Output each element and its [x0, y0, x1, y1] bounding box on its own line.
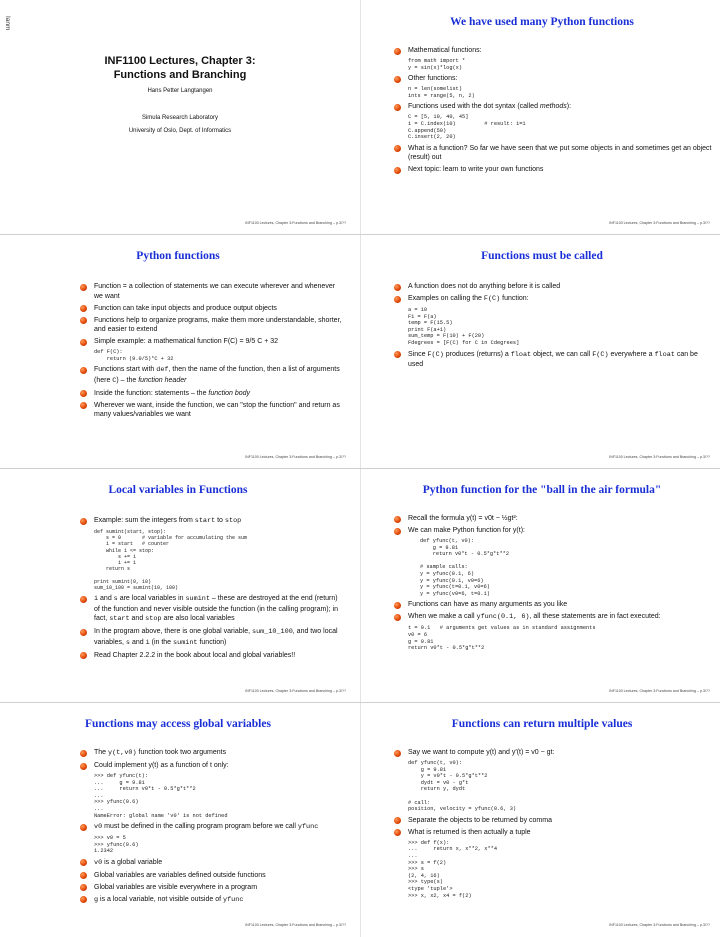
bullet-icon: [80, 884, 87, 891]
bullet-icon: [80, 367, 87, 374]
bullet: Simple example: a mathematical function F(C) = 9/5 C + 32: [80, 337, 342, 347]
bullet: Mathematical functions:: [394, 46, 712, 56]
slide-footer: INF1100 Lectures, Chapter 3:Functions and Branching – p.3/??: [609, 923, 710, 927]
bullet: What is returned is then actually a tuple: [394, 828, 712, 838]
side-mark: Ianm: [4, 16, 11, 31]
bullet-icon: [394, 76, 401, 83]
code-block: def yfunc(t, v0): g = 9.81 return v0*t - 0.5*g*t**2 # sample calls: y = yfunc(0.1, 6) y = yfunc(0.1, v0=6) y = yfunc(t=0.1, v0=6) y = yfunc(v0=6, t=0.1): [420, 538, 510, 597]
bullet: Functions help to organize programs, make them more understandable, shorter, and easier to extend: [80, 316, 342, 335]
bullet: Functions can have as many arguments as you like: [394, 600, 712, 610]
code-block: from math import * y = sin(x)*log(x): [408, 58, 466, 71]
code-block: C = [5, 10, 40, 45] i = C.index(10) # result: i=1 C.append(50) C.insert(2, 20): [408, 114, 526, 141]
lecture-title: INF1100 Lectures, Chapter 3: Functions and Branching: [104, 55, 256, 81]
bullet-icon: [80, 305, 87, 312]
code-block: def F(C): return (9.0/5)*C + 32: [94, 349, 174, 362]
bullet: Examples on calling the F(C) function:: [394, 294, 712, 305]
bullet-icon: [394, 145, 401, 152]
bullet-icon: [80, 518, 87, 525]
bullet: Say we want to compute y(t) and y′(t) = v0 − gt:: [394, 748, 712, 758]
bullet-icon: [80, 859, 87, 866]
bullet: Global variables are variables defined outside functions: [80, 871, 342, 881]
slide-return-multiple: [364, 702, 720, 931]
slide-title: We have used many Python functions: [450, 16, 634, 28]
bullet-icon: [80, 763, 87, 770]
bullet: Wherever we want, inside the function, we can "stop the function" and return as many values/variables we want: [80, 401, 342, 420]
bullet: Since F(C) produces (returns) a float object, we can call F(C) everywhere a float can be used: [394, 350, 712, 370]
slide-local-variables: [0, 468, 356, 697]
bullet: g is a local variable, not visible outside of yfunc: [80, 895, 342, 906]
bullet: Other functions:: [394, 74, 712, 84]
slide-footer: INF1100 Lectures, Chapter 3:Functions and Branching – p.3/??: [245, 221, 346, 225]
bullet-icon: [80, 402, 87, 409]
slide-footer: INF1100 Lectures, Chapter 3:Functions and Branching – p.3/??: [245, 455, 346, 459]
code-block: >>> def yfunc(t): ... g = 9.81 ... return v0*t - 0.5*g*t**2 ... >>> yfunc(0.6) ... NameError: global name 'v0' is not defined: [94, 773, 228, 819]
bullet: Functions used with the dot syntax (called methods):: [394, 102, 712, 112]
slide-title: Functions may access global variables: [85, 718, 271, 730]
slide-title: Local variables in Functions: [108, 484, 248, 496]
slide-ball-formula: [364, 468, 720, 697]
bullet: Global variables are visible everywhere in a program: [80, 883, 342, 893]
code-block: t = 0.1 # arguments get values as in standard assignments v0 = 6 g = 9.81 return v0*t - 0.5*g*t**2: [408, 625, 596, 652]
bullet-icon: [394, 48, 401, 55]
bullet: We can make Python function for y(t):: [394, 526, 712, 536]
bullet-icon: [80, 317, 87, 324]
slide-python-functions: [0, 234, 356, 463]
bullet: v0 must be defined in the calling program program before we call yfunc: [80, 822, 342, 833]
code-block: def sumint(start, stop): s = 0 # variable for accumulating the sum i = start # counter while i <= stop: s += i i += 1 return s print sumint(0, 10) sum_10_100 = sumint(10, 100): [94, 529, 248, 591]
slide-title: Python functions: [136, 250, 220, 262]
slide-global-variables: [0, 702, 356, 931]
bullet-icon: [394, 829, 401, 836]
slide-footer: INF1100 Lectures, Chapter 3:Functions and Branching – p.3/??: [245, 923, 346, 927]
affiliation: Simula Research Laboratory University of Oslo, Dept. of Informatics: [128, 115, 232, 134]
bullet-icon: [394, 167, 401, 174]
bullet-icon: [80, 284, 87, 291]
bullet: Recall the formula y(t) = v0t − ½gt²:: [394, 514, 712, 524]
bullet: Separate the objects to be returned by comma: [394, 816, 712, 826]
bullet: Example: sum the integers from start to stop: [80, 516, 342, 527]
bullet-icon: [394, 284, 401, 291]
bullet-icon: [394, 351, 401, 358]
bullet-icon: [394, 750, 401, 757]
slide-title-page: [0, 0, 356, 229]
bullet-icon: [394, 528, 401, 535]
author: Hans Petter Langtangen: [147, 88, 213, 94]
slide-functions-called: [364, 234, 720, 463]
bullet-icon: [80, 390, 87, 397]
bullet: Next topic: learn to write your own functions: [394, 165, 712, 175]
slide-footer: INF1100 Lectures, Chapter 3:Functions and Branching – p.3/??: [609, 221, 710, 225]
slide-footer: INF1100 Lectures, Chapter 3:Functions and Branching – p.3/??: [609, 689, 710, 693]
code-block: >>> def f(x): ... return x, x**2, x**4 ... >>> s = f(2) >>> s (2, 4, 16) >>> type(s) <type 'tuple'> >>> x, x2, x4 = f(2): [408, 839, 498, 899]
bullet-icon: [80, 824, 87, 831]
bullet: Inside the function: statements – the function body: [80, 389, 342, 399]
bullet: Function = a collection of statements we can execute wherever and whenever we want: [80, 282, 342, 301]
code-block: n = len(somelist) ints = range(5, n, 2): [408, 86, 475, 99]
slide-footer: INF1100 Lectures, Chapter 3:Functions and Branching – p.3/??: [245, 689, 346, 693]
bullet: The y(t,v0) function took two arguments: [80, 748, 342, 759]
bullet-icon: [394, 296, 401, 303]
bullet: What is a function? So far we have seen that we put some objects in and sometimes get an object (result) out: [394, 144, 712, 163]
bullet-icon: [80, 339, 87, 346]
bullet: Read Chapter 2.2.2 in the book about local and global variables!!: [80, 651, 342, 661]
slide-used-python-functions: [364, 0, 720, 229]
bullet: When we make a call yfunc(0.1, 6), all these statements are in fact executed:: [394, 612, 712, 623]
bullet-icon: [80, 596, 87, 603]
bullet: Function can take input objects and produce output objects: [80, 304, 342, 314]
bullet-icon: [80, 872, 87, 879]
bullet: In the program above, there is one global variable, sum_10_100, and two local variables, s and i (in the sumint function): [80, 627, 342, 648]
bullet: Functions start with def, then the name of the function, then a list of arguments (here C) – the function header: [80, 365, 342, 386]
bullet-icon: [394, 602, 401, 609]
bullet-icon: [80, 652, 87, 659]
bullet: v0 is a global variable: [80, 858, 342, 869]
code-block: def yfunc(t, v0): g = 9.81 y = v0*t - 0.5*g*t**2 dydt = v0 - g*t return y, dydt # call: position, velocity = yfunc(0.6, 3): [408, 760, 517, 813]
slide-title: Python function for the "ball in the air formula": [422, 484, 662, 496]
slide-footer: INF1100 Lectures, Chapter 3:Functions and Branching – p.3/??: [609, 455, 710, 459]
slide-title: Functions must be called: [481, 250, 603, 262]
bullet: i and s are local variables in sumint – these are destroyed at the end (return) of the function and never visible outside the function (in the calling program); in fact, start and stop are also local variables: [80, 594, 342, 625]
bullet-icon: [80, 750, 87, 757]
bullet: A function does not do anything before it is called: [394, 282, 712, 292]
bullet-icon: [394, 614, 401, 621]
bullet-icon: [80, 629, 87, 636]
code-block: >>> v0 = 5 >>> yfunc(0.6) 1.2342: [94, 835, 139, 855]
bullet: Could implement y(t) as a function of t only:: [80, 761, 342, 771]
code-block: a = 10 F1 = F(a) temp = F(15.5) print F(a+1) sum_temp = F(10) + F(20) Fdegrees = [F(C) for C in Cdegrees]: [408, 307, 520, 346]
bullet-icon: [394, 516, 401, 523]
bullet-icon: [394, 817, 401, 824]
bullet-icon: [394, 104, 401, 111]
bullet-icon: [80, 896, 87, 903]
slide-title: Functions can return multiple values: [451, 718, 633, 730]
